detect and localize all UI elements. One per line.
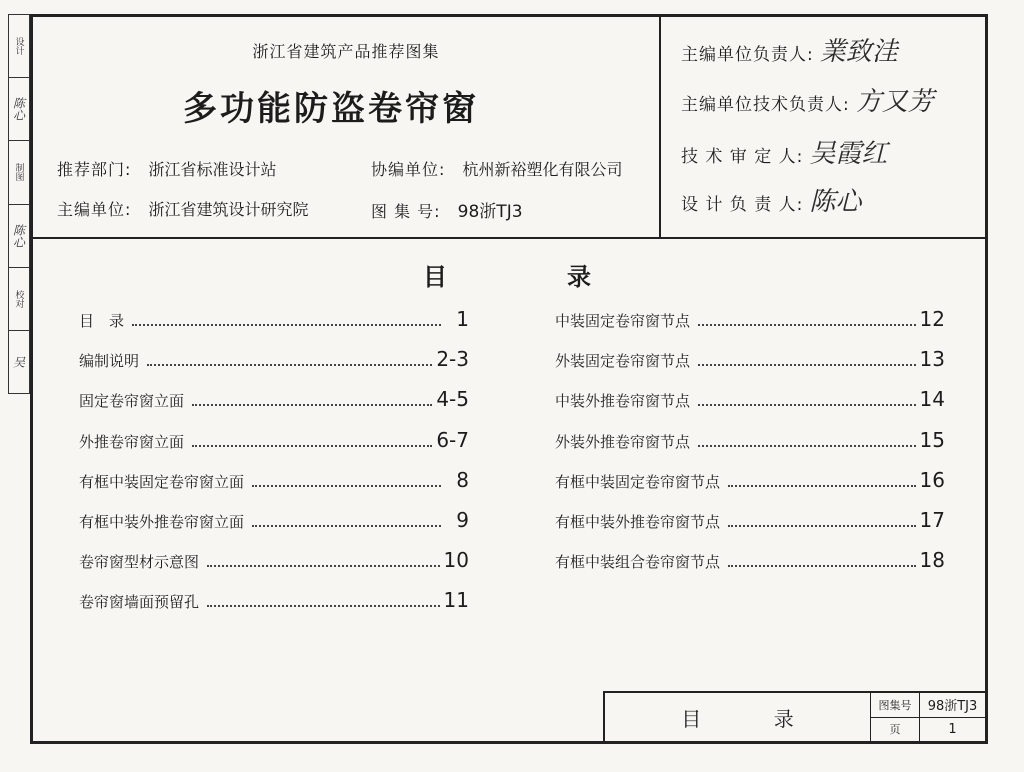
toc-entry-page: 12: [919, 307, 945, 331]
toc-leader-dots: [207, 564, 440, 567]
toc-entry-page: 2-3: [436, 347, 469, 372]
toc-entry[interactable]: [79, 347, 469, 387]
responsible-label: 技 术 审 定 人:: [681, 147, 804, 167]
toc-leader-dots: [252, 524, 441, 527]
toc-left-column: [79, 307, 469, 629]
toc-entry-title: 中装固定卷帘窗节点: [555, 312, 691, 330]
toc-leader-dots: [192, 444, 432, 447]
responsible-signature: 陈心: [809, 187, 862, 217]
toc-leader-dots: [207, 604, 440, 607]
toc-entry-title: 中装外推卷帘窗节点: [555, 392, 691, 411]
responsible-label: 主编单位负责人:: [681, 45, 814, 65]
toc-entry-title: 外装固定卷帘窗节点: [555, 352, 691, 371]
toc-entry-page: 17: [919, 507, 945, 532]
toc-leader-dots: [728, 564, 916, 567]
toc-heading: [423, 257, 591, 292]
title-block-page-value: 1: [948, 721, 957, 737]
toc-entry[interactable]: [555, 428, 945, 468]
toc-entry[interactable]: [555, 548, 945, 588]
toc-leader-dots: [252, 484, 441, 487]
toc-entry[interactable]: [79, 428, 469, 468]
toc-leader-dots: [698, 323, 916, 326]
toc-entry-page: 13: [919, 347, 945, 372]
responsible-label: 设 计 负 责 人:: [681, 195, 804, 215]
toc-leader-dots: [132, 323, 441, 326]
toc-entry[interactable]: [79, 548, 469, 588]
toc-entry-title: 有框中装组合卷帘窗节点: [555, 553, 721, 572]
recommend-dept-row: [57, 157, 277, 180]
sheet-frame: [30, 14, 988, 744]
toc-leader-dots: [698, 363, 916, 366]
toc-entry-title: 有框中装外推卷帘窗节点: [555, 512, 721, 531]
toc-entry[interactable]: [555, 508, 945, 548]
title-block: [603, 691, 985, 741]
toc-entry[interactable]: [79, 508, 469, 548]
sheet-header: [33, 17, 985, 239]
atlas-title: 多功能防盗卷帘窗: [183, 89, 479, 129]
toc-entry-page: 15: [919, 427, 945, 452]
responsible-signature: 吴霞红: [809, 139, 888, 169]
atlas-no-value: 98浙TJ3: [457, 202, 523, 222]
toc-entry-title: 有框中装固定卷帘窗节点: [555, 472, 721, 491]
toc-entry-title: 外推卷帘窗立面: [79, 432, 185, 451]
chief-unit-row: [57, 197, 309, 220]
toc-heading-char-2: 录: [567, 263, 591, 291]
title-block-page-label: 页: [871, 718, 920, 742]
side-strip-label: 校对: [9, 268, 29, 331]
header-info: [33, 17, 659, 237]
toc-leader-dots: [698, 403, 916, 406]
responsible-signature: 業致洼: [819, 37, 898, 67]
toc-entry-title: 有框中装外推卷帘窗立面: [79, 512, 245, 531]
binding-strip: [8, 14, 30, 394]
title-block-name: [605, 693, 871, 741]
toc-heading-char-1: 目: [423, 263, 447, 291]
side-strip-signature: 陈心: [9, 205, 29, 268]
responsible-persons: [659, 17, 985, 237]
title-block-atlas-row: [871, 693, 985, 718]
recommend-dept-label: 推荐部门:: [57, 160, 132, 179]
toc-entry-page: 14: [919, 387, 945, 412]
responsible-row: [681, 189, 861, 215]
toc-entry-page: 10: [443, 548, 469, 573]
title-block-atlas-value: 98浙TJ3: [927, 699, 978, 715]
toc-entry-page: 9: [456, 507, 469, 532]
recommend-dept-value: 浙江省标准设计站: [148, 160, 277, 179]
toc-entry[interactable]: [79, 307, 469, 347]
side-strip-signature: 陈心: [9, 78, 29, 141]
title-block-char-1: 目: [681, 706, 702, 731]
atlas-no-row: [371, 197, 523, 222]
toc-entry-title: 有框中装固定卷帘窗立面: [79, 472, 245, 491]
atlas-no-label: 图 集 号:: [371, 202, 441, 221]
title-block-char-2: 录: [773, 706, 794, 731]
toc-entry-title: 外装外推卷帘窗节点: [555, 432, 691, 451]
toc-entry-title: 目 录: [79, 312, 125, 330]
toc-entry[interactable]: [555, 468, 945, 508]
side-strip-signature: 吴: [11, 355, 26, 368]
title-block-page-row: [871, 718, 985, 742]
toc-entry[interactable]: [555, 347, 945, 387]
chief-unit-label: 主编单位:: [57, 200, 132, 219]
toc-entry-page: 4-5: [436, 387, 469, 412]
side-strip-label: 制图: [9, 141, 29, 204]
toc-right-column: [555, 307, 945, 588]
toc-entry-title: 卷帘窗型材示意图: [79, 553, 200, 572]
side-strip-label: 设计: [9, 15, 29, 78]
toc-leader-dots: [728, 524, 916, 527]
toc-entry[interactable]: [79, 468, 469, 508]
toc-entry-page: 8: [456, 467, 469, 492]
toc-entry-title: 编制说明: [79, 352, 140, 371]
chief-unit-value: 浙江省建筑设计研究院: [148, 200, 309, 219]
toc-entry-page: 11: [443, 588, 469, 613]
responsible-label: 主编单位技术负责人:: [681, 95, 850, 115]
responsible-row: [681, 39, 898, 65]
toc-entry[interactable]: [79, 387, 469, 427]
series-title: 浙江省建筑产品推荐图集: [252, 42, 440, 61]
toc-entry-title: 固定卷帘窗立面: [79, 392, 185, 411]
toc-leader-dots: [698, 444, 916, 447]
co-editor-label: 协编单位:: [371, 160, 446, 179]
title-block-atlas-label: 图集号: [871, 693, 920, 717]
toc-leader-dots: [192, 403, 432, 406]
toc-entry-title: 卷帘窗墙面预留孔: [79, 593, 200, 612]
toc-entry-page: 18: [919, 548, 945, 573]
toc-entry[interactable]: [555, 387, 945, 427]
co-editor-value: 杭州新裕塑化有限公司: [462, 160, 623, 179]
toc-entry[interactable]: [555, 307, 945, 347]
toc-entry-page: 16: [919, 467, 945, 492]
toc-leader-dots: [728, 484, 916, 487]
responsible-signature: 方又芳: [855, 87, 934, 117]
responsible-row: [681, 89, 934, 115]
toc-entry[interactable]: [79, 588, 469, 628]
responsible-row: [681, 141, 887, 167]
toc-leader-dots: [147, 363, 432, 366]
toc-entry-page: 1: [456, 307, 469, 331]
toc-entry-page: 6-7: [436, 427, 469, 452]
title-block-grid: [871, 693, 985, 741]
co-editor-row: [371, 157, 623, 180]
